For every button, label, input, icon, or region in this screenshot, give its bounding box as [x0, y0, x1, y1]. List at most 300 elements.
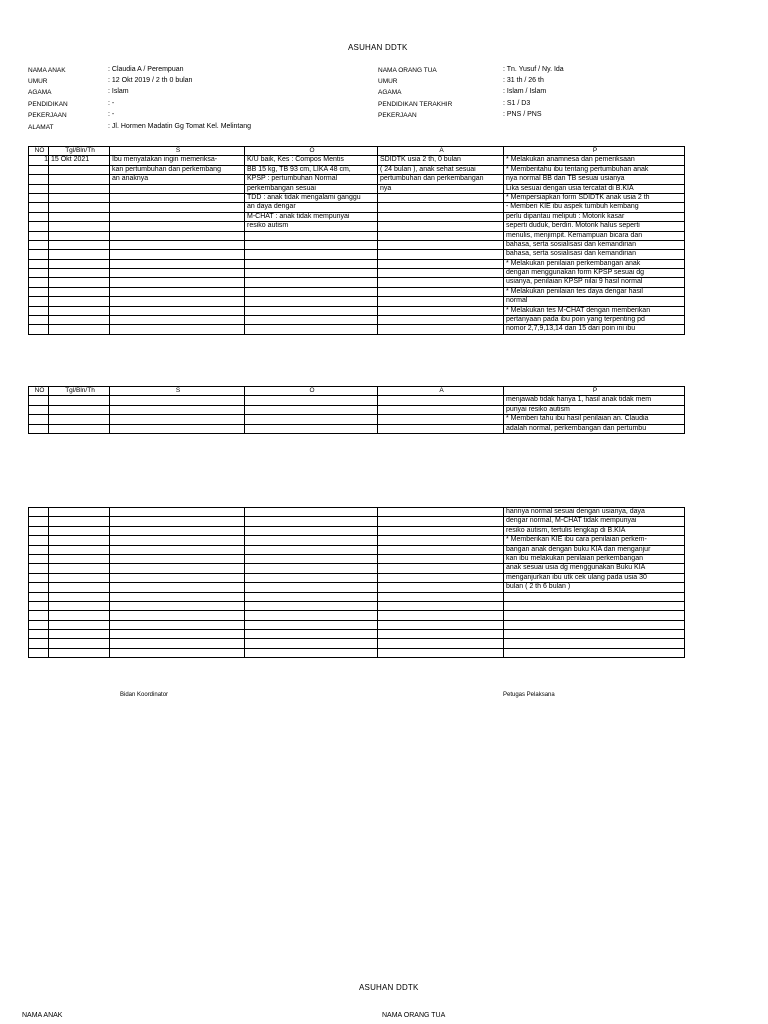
- table-cell: [378, 325, 504, 334]
- table-cell: [49, 611, 110, 620]
- table-cell: [245, 316, 378, 325]
- table-cell: BB 15 kg, TB 93 cm, LIKA 48 cm,: [245, 165, 378, 174]
- table-cell: [29, 564, 49, 573]
- column-header: S: [110, 387, 245, 396]
- table-row: [29, 648, 685, 657]
- table-cell: [378, 573, 504, 582]
- identity-label: PEKERJAAN: [28, 111, 67, 119]
- table-row: [29, 259, 685, 268]
- table-cell: [245, 536, 378, 545]
- table-cell: [245, 259, 378, 268]
- table-cell: [378, 630, 504, 639]
- table-cell: [378, 193, 504, 202]
- table-cell: [378, 517, 504, 526]
- table-cell: [110, 554, 245, 563]
- table-cell: [378, 231, 504, 240]
- column-header: Tgl/Bln/Th: [49, 387, 110, 396]
- table-cell: [110, 583, 245, 592]
- table-header-row: [29, 147, 685, 156]
- table-cell: M-CHAT : anak tidak mempunyai: [245, 212, 378, 221]
- table-cell: [378, 592, 504, 601]
- table-row: [29, 415, 685, 424]
- table-cell: [29, 278, 49, 287]
- identity-label: UMUR: [28, 78, 48, 86]
- table-cell: bahasa, serta sosialisasi dan kemandirian: [504, 240, 685, 249]
- table-cell: bulan ( 2 th 6 bulan ): [504, 583, 685, 592]
- table-row: [29, 297, 685, 306]
- table-row: [29, 545, 685, 554]
- page-title: ASUHAN DDTK: [348, 43, 408, 52]
- table-cell: [29, 601, 49, 610]
- table-cell: normal: [504, 297, 685, 306]
- table-cell: bangan anak dengan buku KIA dan menganjur: [504, 545, 685, 554]
- table-cell: [29, 240, 49, 249]
- table-cell: [378, 240, 504, 249]
- table-cell: [110, 287, 245, 296]
- midwife-coordinator-label: Bidan Koordinator: [120, 692, 169, 698]
- table-cell: [29, 592, 49, 601]
- table-cell: [378, 526, 504, 535]
- column-header: NO: [29, 147, 49, 156]
- table-cell: [29, 396, 49, 405]
- table-cell: hannya normal sesuai dengan usianya, daya: [504, 508, 685, 517]
- table-cell: * Melakukan penilaian perkembangan anak: [504, 259, 685, 268]
- table-cell: [29, 269, 49, 278]
- table-row: [29, 222, 685, 231]
- table-cell: resiko autism, tertulis lengkap di B.KIA: [504, 526, 685, 535]
- column-header: A: [378, 387, 504, 396]
- table-cell: [110, 184, 245, 193]
- table-cell: [49, 592, 110, 601]
- identity-label: ALAMAT: [28, 124, 54, 131]
- table-cell: [110, 630, 245, 639]
- identity-value: : Tn. Yusuf / Ny. Ida: [503, 66, 564, 73]
- table-cell: [49, 184, 110, 193]
- table-cell: punyai resiko autism: [504, 405, 685, 414]
- column-header: O: [245, 387, 378, 396]
- table-cell: [49, 396, 110, 405]
- table-cell: [378, 601, 504, 610]
- table-cell: [110, 396, 245, 405]
- table-cell: [245, 424, 378, 433]
- table-cell: [504, 592, 685, 601]
- table-cell: [49, 601, 110, 610]
- table-cell: [29, 203, 49, 212]
- table-cell: [110, 405, 245, 414]
- table-cell: [49, 583, 110, 592]
- table-cell: [49, 573, 110, 582]
- table-cell: [49, 536, 110, 545]
- table-cell: [49, 545, 110, 554]
- table-cell: [378, 203, 504, 212]
- table-row: [29, 592, 685, 601]
- table-row: [29, 156, 685, 165]
- table-cell: [110, 222, 245, 231]
- table-cell: [29, 287, 49, 296]
- table-cell: [29, 297, 49, 306]
- table-cell: 1: [29, 156, 49, 165]
- table-cell: [245, 306, 378, 315]
- table-cell: anak sesuai usia dg menggunakan Buku KIA: [504, 564, 685, 573]
- table-cell: [110, 231, 245, 240]
- table-cell: [245, 639, 378, 648]
- table-cell: pertanyaan pada ibu poin yang terpenting pd: [504, 316, 685, 325]
- table-row: [29, 278, 685, 287]
- table-cell: bahasa, serta sosialisasi dan kemandirian: [504, 250, 685, 259]
- identity-label: NAMA ORANG TUA: [378, 67, 437, 74]
- table-cell: [245, 269, 378, 278]
- column-header: S: [110, 147, 245, 156]
- table-cell: menulis, menjimpit. Kemampuan bicara dan: [504, 231, 685, 240]
- table-cell: [29, 231, 49, 240]
- table-cell: [504, 601, 685, 610]
- table-cell: [378, 564, 504, 573]
- table-cell: [49, 240, 110, 249]
- table-cell: kan ibu melakukan penilaian perkembangan: [504, 554, 685, 563]
- table-cell: [29, 536, 49, 545]
- table-cell: [378, 545, 504, 554]
- table-cell: [245, 396, 378, 405]
- table-cell: [49, 648, 110, 657]
- table-cell: SDIDTK usia 2 th, 0 bulan: [378, 156, 504, 165]
- table-cell: an anaknya: [110, 175, 245, 184]
- identity-value: : Claudia A / Perempuan: [108, 66, 184, 73]
- column-header: P: [504, 147, 685, 156]
- table-row: [29, 203, 685, 212]
- table-row: [29, 184, 685, 193]
- table-cell: ( 24 bulan ), anak sehat sesuai: [378, 165, 504, 174]
- table-cell: [49, 259, 110, 268]
- identity-label: AGAMA: [378, 89, 402, 97]
- soap-table-2: [28, 386, 685, 434]
- table-cell: menganjurkan ibu utk cek ulang pada usia 30: [504, 573, 685, 582]
- page2-child-name-label: NAMA ANAK: [22, 1012, 63, 1019]
- table-cell: [504, 648, 685, 657]
- table-cell: [29, 184, 49, 193]
- identity-value: : -: [108, 99, 115, 107]
- table-cell: [29, 611, 49, 620]
- table-cell: [49, 212, 110, 221]
- table-cell: [245, 620, 378, 629]
- table-cell: [245, 554, 378, 563]
- table-cell: [378, 396, 504, 405]
- table-cell: [49, 287, 110, 296]
- table-cell: Lika sesuai dengan usia tercatat di B.KIA: [504, 184, 685, 193]
- table-row: [29, 396, 685, 405]
- table-cell: [378, 316, 504, 325]
- table-cell: [110, 517, 245, 526]
- identity-value: : PNS / PNS: [503, 110, 542, 118]
- table-cell: [110, 648, 245, 657]
- identity-label: NAMA ANAK: [28, 67, 66, 74]
- table-row: [29, 325, 685, 334]
- table-cell: [378, 250, 504, 259]
- identity-value: : Jl. Hormen Madatin Gg Tomat Kel. Melintang: [108, 123, 252, 130]
- table-cell: [245, 564, 378, 573]
- table-cell: [49, 630, 110, 639]
- table-cell: [29, 193, 49, 202]
- table-cell: * Melakukan anamnesa dan pemeriksaan: [504, 156, 685, 165]
- table-cell: [378, 648, 504, 657]
- identity-label: UMUR: [378, 78, 398, 86]
- page2-parent-name-label: NAMA ORANG TUA: [382, 1012, 446, 1019]
- table-row: [29, 573, 685, 582]
- table-cell: [29, 526, 49, 535]
- column-header: A: [378, 147, 504, 156]
- column-header: Tgl/Bln/Th: [49, 147, 110, 156]
- table-cell: [49, 231, 110, 240]
- identity-value: : Islam: [108, 88, 129, 96]
- table-cell: [49, 278, 110, 287]
- table-cell: [504, 620, 685, 629]
- table-row: [29, 630, 685, 639]
- table-cell: [245, 278, 378, 287]
- table-cell: [110, 316, 245, 325]
- table-cell: nomor 2,7,9,13,14 dan 15 dari poin ini ibu: [504, 325, 685, 334]
- table-cell: pertumbuhan dan perkembangan: [378, 175, 504, 184]
- page2-title: ASUHAN DDTK: [359, 983, 419, 992]
- table-cell: dengar normal, M-CHAT tidak mempunyai: [504, 517, 685, 526]
- table-cell: 15 Okt 2021: [49, 156, 110, 165]
- table-cell: [110, 193, 245, 202]
- table-cell: [110, 592, 245, 601]
- table-cell: [29, 508, 49, 517]
- table-cell: [110, 212, 245, 221]
- table-cell: [245, 508, 378, 517]
- table-cell: [49, 175, 110, 184]
- table-cell: - Memberi KIE ibu aspek tumbuh kembang: [504, 203, 685, 212]
- table-cell: [49, 306, 110, 315]
- table-cell: [378, 554, 504, 563]
- identity-value: : 31 th / 26 th: [503, 77, 544, 85]
- table-row: [29, 620, 685, 629]
- table-row: [29, 306, 685, 315]
- table-row: [29, 526, 685, 535]
- table-cell: [110, 240, 245, 249]
- table-row: [29, 554, 685, 563]
- table-cell: [110, 269, 245, 278]
- table-cell: adalah normal, perkembangan dan pertumbu: [504, 424, 685, 433]
- table-cell: [110, 306, 245, 315]
- table-cell: [378, 222, 504, 231]
- table-cell: [245, 250, 378, 259]
- table-cell: [49, 203, 110, 212]
- table-cell: [110, 611, 245, 620]
- table-row: [29, 316, 685, 325]
- table-cell: [378, 415, 504, 424]
- officer-label: Petugas Pelaksana: [503, 692, 555, 698]
- table-row: [29, 250, 685, 259]
- table-cell: [378, 306, 504, 315]
- table-row: [29, 508, 685, 517]
- table-header-row: [29, 387, 685, 396]
- table-cell: K/U baik, Kes : Compos Mentis: [245, 156, 378, 165]
- table-cell: [49, 165, 110, 174]
- table-cell: [29, 405, 49, 414]
- identity-value: : 12 Okt 2019 / 2 th 0 bulan: [108, 77, 193, 85]
- table-cell: [110, 526, 245, 535]
- table-cell: [504, 630, 685, 639]
- table-cell: [378, 278, 504, 287]
- table-row: [29, 601, 685, 610]
- table-cell: resiko autism: [245, 222, 378, 231]
- table-cell: perlu dipantau meliputi : Motorik kasar: [504, 212, 685, 221]
- table-row: [29, 175, 685, 184]
- table-cell: [378, 620, 504, 629]
- table-cell: [110, 601, 245, 610]
- table-cell: [378, 269, 504, 278]
- table-cell: * Memberi tahu ibu hasil penilaian an. Claudia: [504, 415, 685, 424]
- table-cell: [29, 316, 49, 325]
- table-cell: [49, 526, 110, 535]
- table-cell: [49, 517, 110, 526]
- table-cell: * Melakukan penilaian tes daya dengar hasil: [504, 287, 685, 296]
- table-cell: nya: [378, 184, 504, 193]
- identity-label: PENDIDIKAN: [28, 100, 68, 108]
- table-cell: [245, 573, 378, 582]
- table-cell: * Memberitahu ibu tentang pertumbuhan anak: [504, 165, 685, 174]
- table-cell: [110, 297, 245, 306]
- table-row: [29, 583, 685, 592]
- table-cell: menjawab tidak hanya 1, hasil anak tidak mem: [504, 396, 685, 405]
- soap-table-3: [28, 507, 685, 658]
- identity-value: : Islam / Islam: [503, 88, 547, 96]
- table-cell: [245, 415, 378, 424]
- table-cell: [49, 325, 110, 334]
- identity-label: AGAMA: [28, 89, 52, 97]
- table-cell: [110, 203, 245, 212]
- table-cell: [378, 639, 504, 648]
- table-cell: [29, 250, 49, 259]
- table-cell: * Melakukan tes M-CHAT dengan memberikan: [504, 306, 685, 315]
- table-cell: Ibu menyatakan ingin memeriksa-: [110, 156, 245, 165]
- table-row: [29, 165, 685, 174]
- table-cell: [29, 212, 49, 221]
- table-cell: [378, 508, 504, 517]
- table-cell: [245, 325, 378, 334]
- table-row: [29, 405, 685, 414]
- table-cell: [49, 620, 110, 629]
- table-cell: [245, 297, 378, 306]
- table-cell: [29, 222, 49, 231]
- table-row: [29, 536, 685, 545]
- table-cell: [49, 222, 110, 231]
- table-cell: [49, 193, 110, 202]
- table-cell: an daya dengar: [245, 203, 378, 212]
- table-cell: [49, 316, 110, 325]
- table-cell: [29, 648, 49, 657]
- table-row: [29, 231, 685, 240]
- table-cell: [29, 620, 49, 629]
- table-cell: [29, 630, 49, 639]
- table-cell: [29, 639, 49, 648]
- table-cell: [49, 554, 110, 563]
- table-cell: [110, 545, 245, 554]
- table-cell: [29, 259, 49, 268]
- table-cell: [110, 508, 245, 517]
- table-cell: [29, 424, 49, 433]
- table-cell: [378, 583, 504, 592]
- table-cell: [110, 250, 245, 259]
- table-cell: kan pertumbuhan dan perkembang: [110, 165, 245, 174]
- table-cell: [245, 240, 378, 249]
- table-cell: [110, 639, 245, 648]
- table-cell: * Memberikan KIE ibu cara penilaian perkem-: [504, 536, 685, 545]
- table-cell: [504, 639, 685, 648]
- identity-value: : S1 / D3: [503, 99, 531, 107]
- identity-label: PENDIDIKAN TERAKHIR: [378, 100, 453, 108]
- table-cell: [110, 325, 245, 334]
- table-cell: [49, 639, 110, 648]
- table-row: [29, 517, 685, 526]
- table-cell: nya normal BB dan TB sesuai usianya: [504, 175, 685, 184]
- table-cell: [110, 415, 245, 424]
- table-cell: [110, 278, 245, 287]
- table-cell: usianya, penilaian KPSP nilai 9 hasil normal: [504, 278, 685, 287]
- table-cell: [29, 583, 49, 592]
- identity-label: PEKERJAAN: [378, 111, 417, 119]
- table-row: [29, 287, 685, 296]
- table-cell: [378, 611, 504, 620]
- table-cell: [110, 620, 245, 629]
- table-cell: [378, 287, 504, 296]
- table-cell: [49, 405, 110, 414]
- table-cell: [245, 630, 378, 639]
- table-cell: [245, 517, 378, 526]
- table-cell: [245, 405, 378, 414]
- table-cell: [29, 306, 49, 315]
- table-cell: [245, 583, 378, 592]
- table-cell: [378, 405, 504, 414]
- column-header: O: [245, 147, 378, 156]
- table-cell: * Mempersiapkan form SDIDTK anak usia 2 th: [504, 193, 685, 202]
- table-cell: seperti duduk, berdiri. Motorik halus seperti: [504, 222, 685, 231]
- table-cell: [245, 592, 378, 601]
- table-row: [29, 269, 685, 278]
- table-cell: [110, 573, 245, 582]
- table-cell: [49, 250, 110, 259]
- table-row: [29, 564, 685, 573]
- table-cell: [504, 611, 685, 620]
- table-cell: [49, 564, 110, 573]
- table-cell: [29, 545, 49, 554]
- table-cell: dengan menggunakan form KPSP sesuai dg: [504, 269, 685, 278]
- table-cell: [110, 259, 245, 268]
- soap-table-1: [28, 146, 685, 335]
- table-cell: [29, 165, 49, 174]
- table-cell: [29, 517, 49, 526]
- table-row: [29, 611, 685, 620]
- table-cell: [110, 564, 245, 573]
- table-cell: [245, 611, 378, 620]
- table-cell: [245, 648, 378, 657]
- table-cell: [245, 601, 378, 610]
- table-cell: [29, 325, 49, 334]
- table-cell: [49, 424, 110, 433]
- identity-value: : -: [108, 110, 115, 118]
- table-cell: [110, 536, 245, 545]
- table-cell: TDD : anak tidak mengalami ganggu: [245, 193, 378, 202]
- table-row: [29, 240, 685, 249]
- table-cell: [49, 297, 110, 306]
- table-row: [29, 424, 685, 433]
- table-cell: [378, 212, 504, 221]
- table-row: [29, 193, 685, 202]
- table-cell: [49, 269, 110, 278]
- table-cell: [245, 526, 378, 535]
- table-cell: [110, 424, 245, 433]
- table-cell: [29, 415, 49, 424]
